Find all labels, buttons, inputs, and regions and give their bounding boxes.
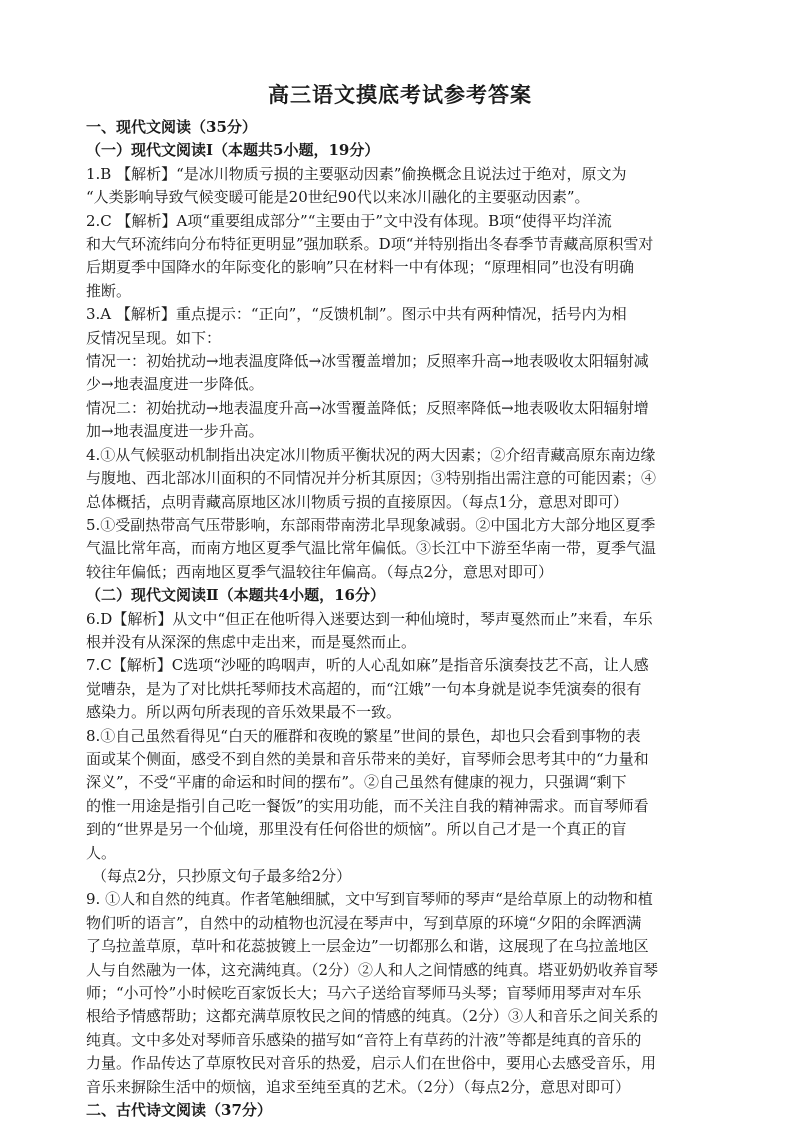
answer-text-line: 深义”，不受“平庸的命运和时间的摆布”。②自己虽然有健康的视力，只强调“剩下 — [86, 773, 627, 792]
answer-body — [86, 116, 714, 1122]
answer-text-line: 觉嘈杂，是为了对比烘托琴师技术高超的，而“江娥”一句本身就是说李凭演奏的很有 — [86, 679, 642, 698]
answer-text-line: 加→地表温度进一步升高。 — [86, 422, 264, 441]
answer-text-line: 9. ①人和自然的纯真。作者笔触细腻，文中写到盲琴师的琴声“是给草原上的动物和植 — [86, 890, 653, 909]
answer-text-line: 纯真。文中多处对琴师音乐感染的描写如“音符上有草药的汁液”等都是纯真的音乐的 — [86, 1030, 642, 1049]
answer-text-line: 根给予情感帮助；这都充满草原牧民之间的情感的纯真。（2分）③人和音乐之间关系的 — [86, 1007, 659, 1026]
answer-text-line: 推断。 — [86, 281, 132, 300]
answer-text-line: 气温比常年高，而南方地区夏季气温比常年偏低。③长江中下游至华南一带，夏季气温 — [86, 539, 657, 558]
answer-text-line: 少→地表温度进一步降低。 — [86, 375, 264, 394]
answer-text-line: 反情况呈现。如下： — [86, 328, 222, 347]
answer-text-line: 师；“小可怜”小时候吃百家饭长大；马六子送给盲琴师马头琴；盲琴师用琴声对车乐 — [86, 984, 642, 1003]
answer-text-line: 感染力。所以两句所表现的音乐效果最不一致。 — [86, 703, 402, 722]
answer-text-line: 情况二：初始扰动→地表温度升高→冰雪覆盖降低；反照率降低→地表吸收太阳辐射增 — [86, 398, 649, 417]
answer-text-line: 4.①从气候驱动机制指出决定冰川物质平衡状况的两大因素；②介绍青藏高原东南边缘 — [86, 445, 656, 464]
answer-text-line: 了乌拉盖草原，草叶和花蕊披镀上一层金边”一切都那么和谐，这展现了在乌拉盖地区 — [86, 937, 649, 956]
answer-text-line: 情况一：初始扰动→地表温度降低→冰雪覆盖增加；反照率升高→地表吸收太阳辐射减 — [86, 352, 649, 371]
page-title: 高三语文摸底考试参考答案 — [268, 82, 532, 107]
answer-text-line: 力量。作品传达了草原牧民对音乐的热爱，启示人们在世俗中，要用心去感受音乐，用 — [86, 1054, 657, 1073]
section-heading: 一、现代文阅读（35分） — [86, 118, 257, 136]
answer-text-line: 音乐来摒除生活中的烦恼，追求至纯至真的艺术。（2分）（每点2分，意思对即可） — [86, 1077, 631, 1096]
answer-text-line: “人类影响导致气候变暖可能是20世纪90代以来冰川融化的主要驱动因素”。 — [86, 188, 590, 207]
answer-text-line: 面或某个侧面，感受不到自然的美景和音乐带来的美好，盲琴师会思考其中的“力量和 — [86, 749, 649, 768]
answer-text-line: 根并没有从深深的焦虑中走出来，而是戛然而止。 — [86, 632, 417, 651]
section-heading: （二）现代文阅读Ⅱ（本题共4小题，16分） — [86, 586, 385, 605]
answer-text-line: 人与自然融为一体，这充满纯真。（2分）②人和人之间情感的纯真。塔亚奶奶收养盲琴 — [86, 960, 659, 979]
section-heading: 二、古代诗文阅读（37分） — [86, 1101, 272, 1120]
answer-text-line: 后期夏季中国降水的年际变化的影响”只在材料一中有体现；“原理相同”也没有明确 — [86, 258, 635, 277]
answer-text-line: 6.D【解析】从文中“但正在他听得入迷要达到一种仙境时，琴声戛然而止”来看，车乐 — [86, 609, 653, 628]
answer-text-line: 人。 — [86, 843, 117, 862]
answer-text-line: 总体概括，点明青藏高原地区冰川物质亏损的直接原因。（每点1分，意思对即可） — [86, 492, 629, 511]
answer-text-line: 和大气环流纬向分布特征更明显”强加联系。D项“并特别指出冬春季节青藏高原积雪对 — [86, 235, 654, 254]
answer-text-line: 物们听的语言”，自然中的动植物也沉浸在琴声中，写到草原的环境“夕阳的余晖洒满 — [86, 913, 642, 932]
answer-text-line: （每点2分，只抄原文句子最多给2分） — [92, 867, 352, 885]
answer-text-line: 3.A 【解析】重点提示：“正向”，“反馈机制”。图示中共有两种情况，括号内为相 — [86, 305, 627, 324]
answer-text-line: 2.C 【解析】A项“重要组成部分”“主要由于”文中没有体现。B项“使得平均洋流 — [86, 211, 612, 230]
answer-text-line: 的惟一用途是指引自己吃一餐饭”的实用功能，而不关注自我的精神需求。而盲琴师看 — [86, 796, 649, 815]
answer-text-line: 8.①自己虽然看得见“白天的雁群和夜晚的繁星”世间的景色，却也只会看到事物的表 — [86, 726, 641, 745]
answer-text-line: 5.①受副热带高气压带影响，东部雨带南涝北旱现象减弱。②中国北方大部分地区夏季 — [86, 515, 656, 534]
answer-text-line: 与腹地、西北部冰川面积的不同情况并分析其原因；③特别指出需注意的可能因素；④ — [86, 469, 657, 488]
section-heading: （一）现代文阅读Ⅰ（本题共5小题，19分） — [86, 141, 380, 160]
answer-text-line: 1.B 【解析】“是冰川物质亏损的主要驱动因素”偷换概念且说法过于绝对，原文为 — [86, 164, 627, 183]
answer-text-line: 较往年偏低；西南地区夏季气温较往年偏高。（每点2分，意思对即可） — [86, 562, 554, 581]
answer-text-line: 到的“世界是另一个仙境，那里没有任何俗世的烦恼”。所以自己才是一个真正的盲 — [86, 820, 627, 839]
answer-text-line: 7.C【解析】C选项“沙哑的呜咽声，听的人心乱如麻”是指音乐演奏技艺不高，让人感 — [86, 656, 649, 675]
